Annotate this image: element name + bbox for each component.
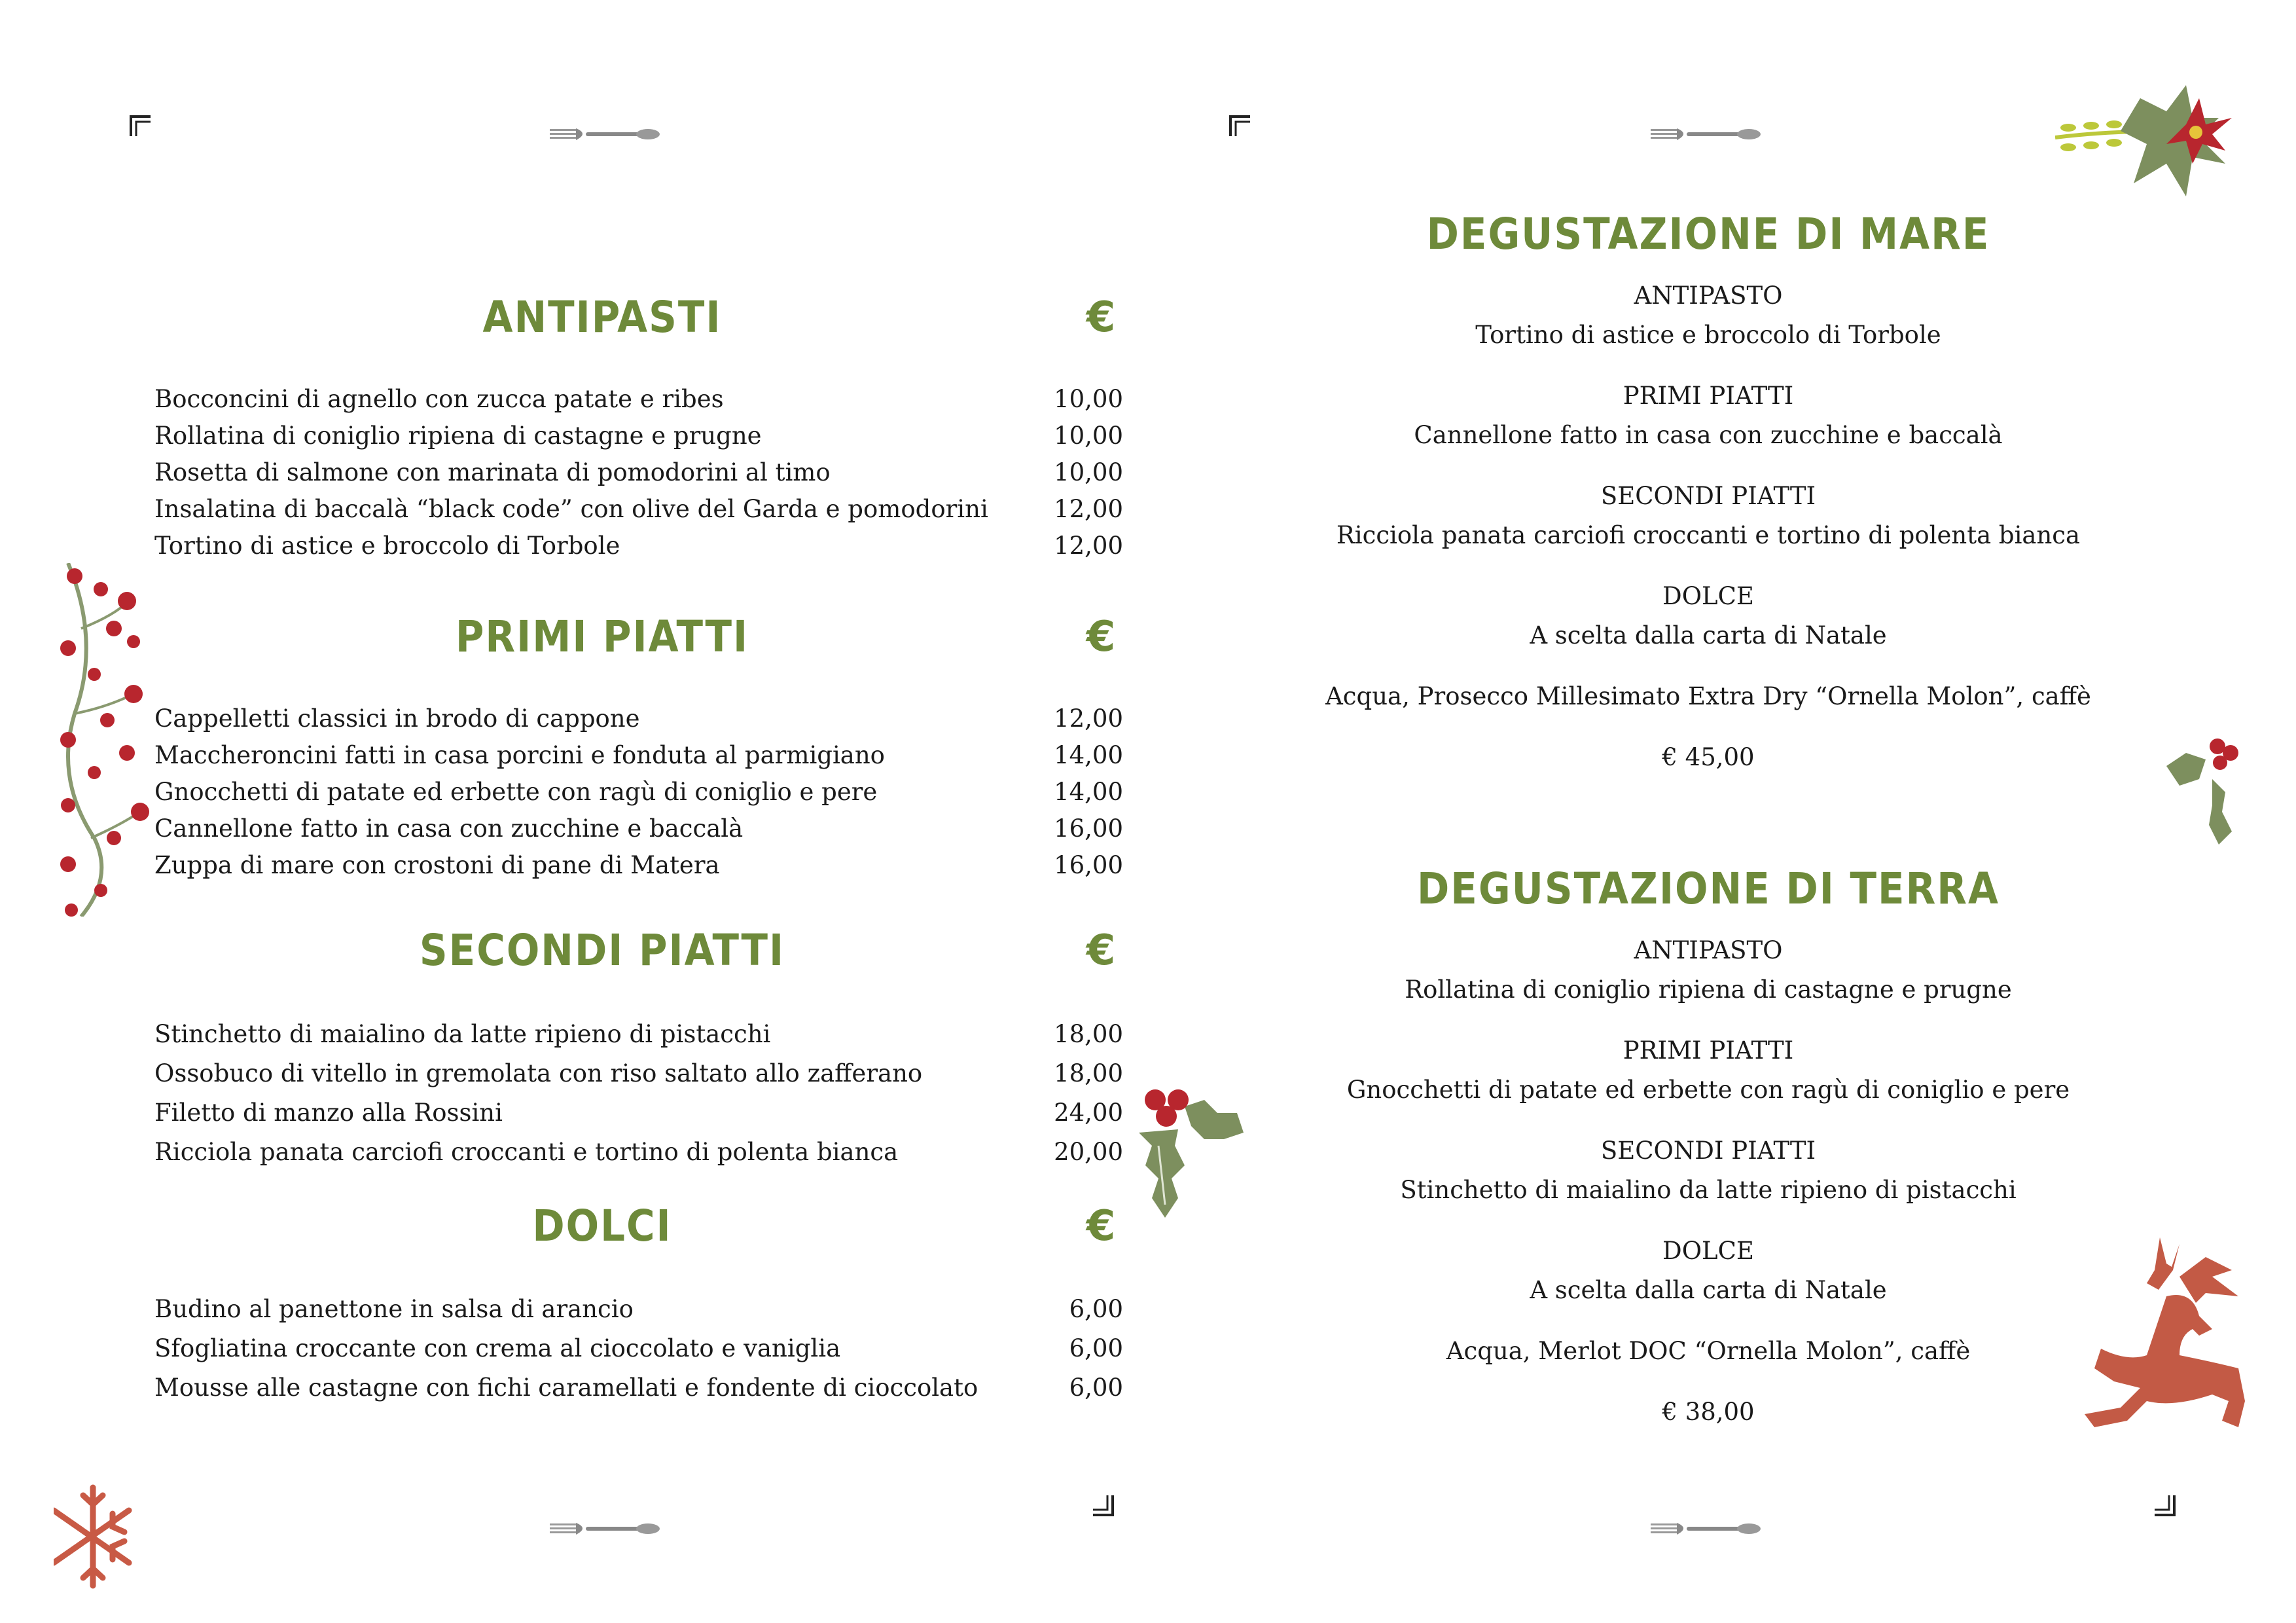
tasting-drinks: Acqua, Prosecco Millesimato Extra Dry “Ornella Molon”, caffè bbox=[1325, 682, 2091, 710]
dish-name: Rosetta di salmone con marinata di pomodorini al timo bbox=[154, 458, 831, 486]
dish-name: Cappelletti classici in brodo di cappone bbox=[154, 704, 640, 733]
list-item bbox=[154, 737, 1123, 774]
list-item bbox=[154, 847, 1123, 884]
list-item bbox=[154, 1015, 1123, 1054]
corner-bottom-right-icon bbox=[2153, 1494, 2176, 1516]
dish-name: Filetto di manzo alla Rossini bbox=[154, 1099, 503, 1127]
dish-price: 12,00 bbox=[1054, 704, 1123, 733]
dish-price: 6,00 bbox=[1069, 1334, 1123, 1362]
currency-header: € bbox=[1086, 1202, 1116, 1250]
dish-price: 18,00 bbox=[1054, 1059, 1123, 1087]
list-item bbox=[154, 491, 1123, 528]
tasting-price: € 38,00 bbox=[1662, 1398, 1755, 1426]
list-item bbox=[154, 774, 1123, 811]
list-item bbox=[154, 701, 1123, 737]
list-item bbox=[154, 418, 1123, 454]
dish-price: 6,00 bbox=[1069, 1374, 1123, 1402]
course-label: PRIMI PIATTI bbox=[1623, 1036, 1794, 1065]
dish-price: 16,00 bbox=[1054, 851, 1123, 879]
course-label: DOLCE bbox=[1662, 1237, 1754, 1265]
dish-name: Cannellone fatto in casa con zucchine e baccalà bbox=[154, 814, 744, 843]
dish-name: Maccheroncini fatti in casa porcini e fonduta al parmigiano bbox=[154, 741, 885, 769]
dish-name: Gnocchetti di patate ed erbette con ragù di coniglio e pere bbox=[154, 778, 878, 806]
dish-name: Ricciola panata carciofi croccanti e tortino di polenta bianca bbox=[154, 1138, 899, 1166]
course-dish: Tortino di astice e broccolo di Torbole bbox=[1475, 321, 1941, 349]
course-dish: Cannellone fatto in casa con zucchine e baccalà bbox=[1414, 421, 2003, 449]
course-dish: A scelta dalla carta di Natale bbox=[1530, 621, 1887, 649]
course-dish: Stinchetto di maialino da latte ripieno di pistacchi bbox=[1400, 1176, 2017, 1204]
list-item bbox=[154, 1054, 1123, 1093]
dish-name: Bocconcini di agnello con zucca patate e ribes bbox=[154, 385, 724, 413]
list-item bbox=[154, 528, 1123, 564]
tasting-menu-terra bbox=[1178, 863, 2238, 1432]
fork-icon bbox=[550, 1518, 661, 1540]
dish-name: Sfogliatina croccante con crema al cioccolato e vaniglia bbox=[154, 1334, 841, 1362]
course-label: SECONDI PIATTI bbox=[1600, 1137, 1816, 1165]
antipasti-list bbox=[154, 381, 1123, 564]
section-title-antipasti: ANTIPASTI bbox=[482, 292, 722, 342]
dish-price: 12,00 bbox=[1054, 495, 1123, 523]
course-dish: A scelta dalla carta di Natale bbox=[1530, 1276, 1887, 1304]
list-item bbox=[154, 1290, 1123, 1329]
dish-price: 10,00 bbox=[1054, 422, 1123, 450]
course-label: ANTIPASTO bbox=[1634, 936, 1783, 964]
tasting-price: € 45,00 bbox=[1662, 743, 1755, 771]
dish-name: Budino al panettone in salsa di arancio bbox=[154, 1295, 634, 1323]
dish-name: Stinchetto di maialino da latte ripieno di pistacchi bbox=[154, 1020, 771, 1048]
currency-header: € bbox=[1086, 613, 1116, 661]
dish-price: 20,00 bbox=[1054, 1138, 1123, 1166]
tasting-drinks: Acqua, Merlot DOC “Ornella Molon”, caffè bbox=[1446, 1337, 1971, 1365]
fork-icon bbox=[1651, 1518, 1762, 1540]
list-item bbox=[154, 1329, 1123, 1368]
dish-price: 10,00 bbox=[1054, 458, 1123, 486]
section-title-dolci: DOLCI bbox=[532, 1201, 672, 1251]
dish-price: 10,00 bbox=[1054, 385, 1123, 413]
poinsettia-holly-icon bbox=[2055, 59, 2251, 203]
list-item bbox=[154, 454, 1123, 491]
list-item bbox=[154, 1133, 1123, 1172]
dish-name: Ossobuco di vitello in gremolata con riso saltato allo zafferano bbox=[154, 1059, 923, 1087]
section-title-secondi: SECONDI PIATTI bbox=[419, 925, 785, 976]
list-item bbox=[154, 381, 1123, 418]
dish-name: Tortino di astice e broccolo di Torbole bbox=[154, 532, 620, 560]
dish-name: Insalatina di baccalà “black code” con olive del Garda e pomodorini bbox=[154, 495, 988, 523]
fork-icon bbox=[550, 123, 661, 145]
dish-price: 12,00 bbox=[1054, 532, 1123, 560]
list-item bbox=[154, 1093, 1123, 1133]
dish-price: 6,00 bbox=[1069, 1295, 1123, 1323]
snowflake-icon bbox=[54, 1481, 132, 1592]
dish-price: 14,00 bbox=[1054, 778, 1123, 806]
course-dish: Rollatina di coniglio ripiena di castagne e prugne bbox=[1405, 976, 2012, 1004]
fork-icon bbox=[1651, 123, 1762, 145]
tasting-title-terra: DEGUSTAZIONE DI TERRA bbox=[1417, 864, 2000, 914]
dish-price: 24,00 bbox=[1054, 1099, 1123, 1127]
dish-name: Zuppa di mare con crostoni di pane di Matera bbox=[154, 851, 720, 879]
dish-price: 14,00 bbox=[1054, 741, 1123, 769]
currency-header: € bbox=[1086, 926, 1116, 975]
corner-bottom-right-icon bbox=[1092, 1494, 1114, 1516]
secondi-list bbox=[154, 1015, 1123, 1172]
list-item bbox=[154, 811, 1123, 847]
currency-header: € bbox=[1086, 293, 1116, 342]
dish-price: 16,00 bbox=[1054, 814, 1123, 843]
primi-list bbox=[154, 701, 1123, 884]
tasting-menu-mare bbox=[1178, 208, 2238, 777]
course-dish: Ricciola panata carciofi croccanti e tortino di polenta bianca bbox=[1336, 521, 2081, 549]
list-item bbox=[154, 1368, 1123, 1408]
dish-name: Rollatina di coniglio ripiena di castagne e prugne bbox=[154, 422, 762, 450]
course-dish: Gnocchetti di patate ed erbette con ragù di coniglio e pere bbox=[1346, 1076, 2070, 1104]
course-label: SECONDI PIATTI bbox=[1600, 482, 1816, 510]
dish-price: 18,00 bbox=[1054, 1020, 1123, 1048]
tasting-title-mare: DEGUSTAZIONE DI MARE bbox=[1426, 209, 1990, 259]
dish-name: Mousse alle castagne con fichi caramellati e fondente di cioccolato bbox=[154, 1374, 978, 1402]
corner-top-left-icon bbox=[1229, 115, 1251, 137]
course-label: PRIMI PIATTI bbox=[1623, 382, 1794, 410]
course-label: DOLCE bbox=[1662, 582, 1754, 610]
corner-top-left-icon bbox=[130, 115, 152, 137]
dolci-list bbox=[154, 1290, 1123, 1408]
course-label: ANTIPASTO bbox=[1634, 282, 1783, 310]
section-title-primi: PRIMI PIATTI bbox=[455, 611, 749, 662]
